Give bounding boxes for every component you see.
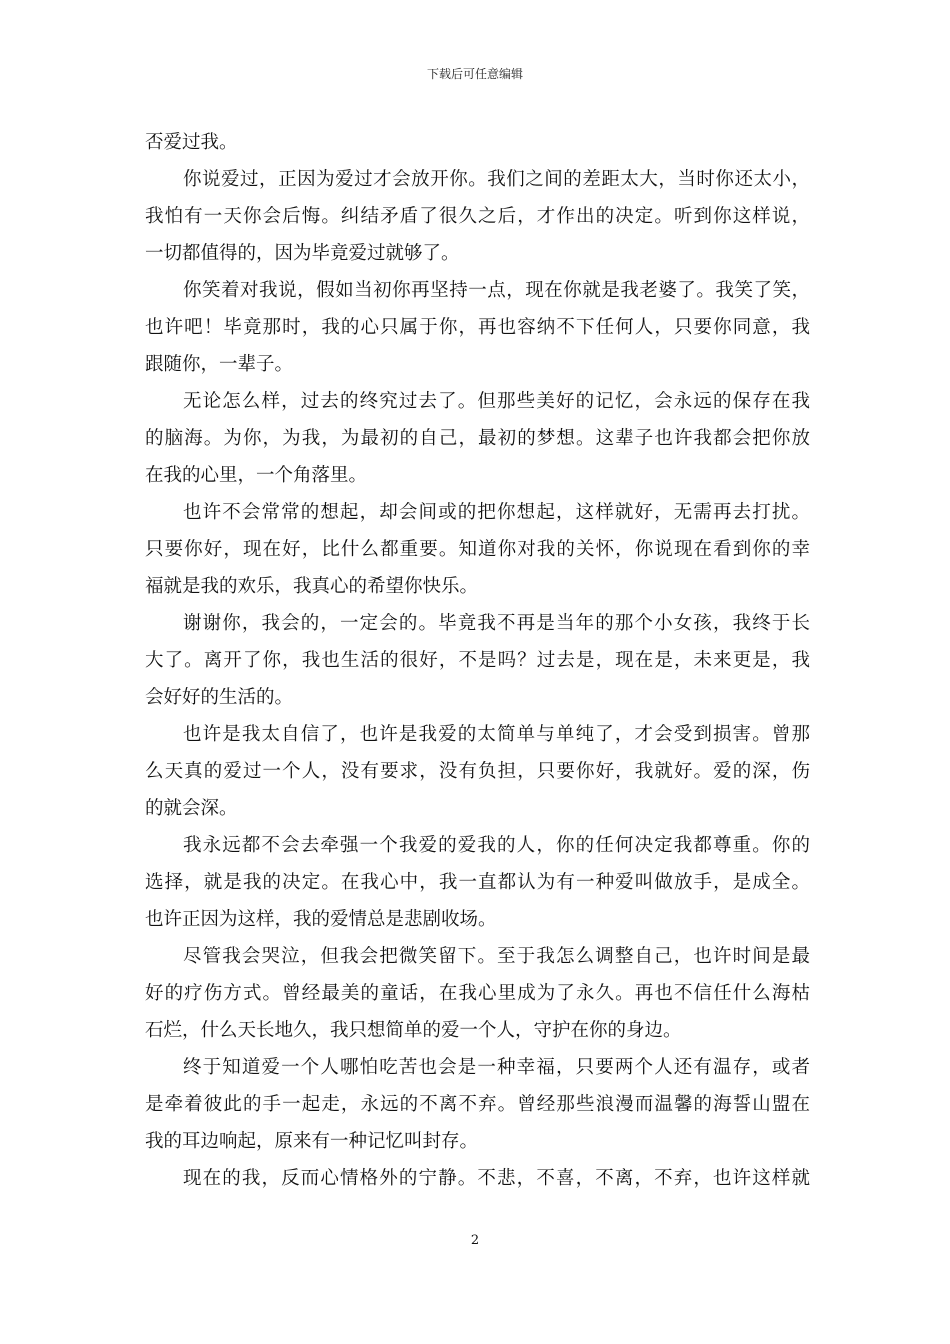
text-line: 会好好的生活的。 xyxy=(145,687,294,708)
text-line: 我永远都不会去牵强一个我爱的爱我的人，你的任何决定我都尊重。你的 xyxy=(183,835,810,856)
text-line: 你说爱过，正因为爱过才会放开你。我们之间的差距太大，当时你还太小， xyxy=(183,169,810,190)
text-line: 也许吧！毕竟那时，我的心只属于你，再也容纳不下任何人，只要你同意，我 xyxy=(145,317,810,338)
text-line: 么天真的爱过一个人，没有要求，没有负担，只要你好，我就好。爱的深，伤 xyxy=(145,761,810,782)
text-line: 你笑着对我说，假如当初你再坚持一点，现在你就是我老婆了。我笑了笑， xyxy=(183,280,810,301)
text-line: 也许是我太自信了，也许是我爱的太简单与单纯了，才会受到损害。曾那 xyxy=(183,724,810,745)
text-line: 也许正因为这样，我的爱情总是悲剧收场。 xyxy=(145,909,497,930)
text-line: 石烂，什么天长地久，我只想简单的爱一个人，守护在你的身边。 xyxy=(145,1020,682,1041)
text-line: 的脑海。为你，为我，为最初的自己，最初的梦想。这辈子也许我都会把你放 xyxy=(145,428,810,449)
text-line: 也许不会常常的想起，却会间或的把你想起，这样就好，无需再去打扰。 xyxy=(183,502,810,523)
text-line: 福就是我的欢乐，我真心的希望你快乐。 xyxy=(145,576,479,597)
text-line: 一切都值得的，因为毕竟爱过就够了。 xyxy=(145,243,460,264)
text-line: 现在的我，反而心情格外的宁静。不悲，不喜，不离，不弃，也许这样就 xyxy=(183,1168,810,1189)
page-number: 2 xyxy=(470,1233,480,1248)
text-line: 跟随你，一辈子。 xyxy=(145,354,294,375)
text-line: 谢谢你，我会的，一定会的。毕竟我不再是当年的那个小女孩，我终于长 xyxy=(183,613,810,634)
text-line: 尽管我会哭泣，但我会把微笑留下。至于我怎么调整自己，也许时间是最 xyxy=(183,946,810,967)
text-line: 的就会深。 xyxy=(145,798,238,819)
body-text xyxy=(145,124,810,1197)
text-line: 否爱过我。 xyxy=(145,132,238,153)
page-header: 下载后可任意编辑 xyxy=(426,67,523,81)
text-line: 终于知道爱一个人哪怕吃苦也会是一种幸福，只要两个人还有温存，或者 xyxy=(183,1057,810,1078)
text-line: 选择，就是我的决定。在我心中，我一直都认为有一种爱叫做放手，是成全。 xyxy=(145,872,810,893)
text-line: 我的耳边响起，原来有一种记忆叫封存。 xyxy=(145,1131,479,1152)
text-line: 在我的心里，一个角落里。 xyxy=(145,465,368,486)
text-line: 我怕有一天你会后悔。纠结矛盾了很久之后，才作出的决定。听到你这样说， xyxy=(145,206,810,227)
text-line: 好的疗伤方式。曾经最美的童话，在我心里成为了永久。再也不信任什么海枯 xyxy=(145,983,810,1004)
text-line: 无论怎么样，过去的终究过去了。但那些美好的记忆，会永远的保存在我 xyxy=(183,391,810,412)
text-line: 大了。离开了你，我也生活的很好，不是吗？过去是，现在是，未来更是，我 xyxy=(145,650,810,671)
text-line: 是牵着彼此的手一起走，永远的不离不弃。曾经那些浪漫而温馨的海誓山盟在 xyxy=(145,1094,810,1115)
text-line: 只要你好，现在好，比什么都重要。知道你对我的关怀，你说现在看到你的幸 xyxy=(145,539,810,560)
